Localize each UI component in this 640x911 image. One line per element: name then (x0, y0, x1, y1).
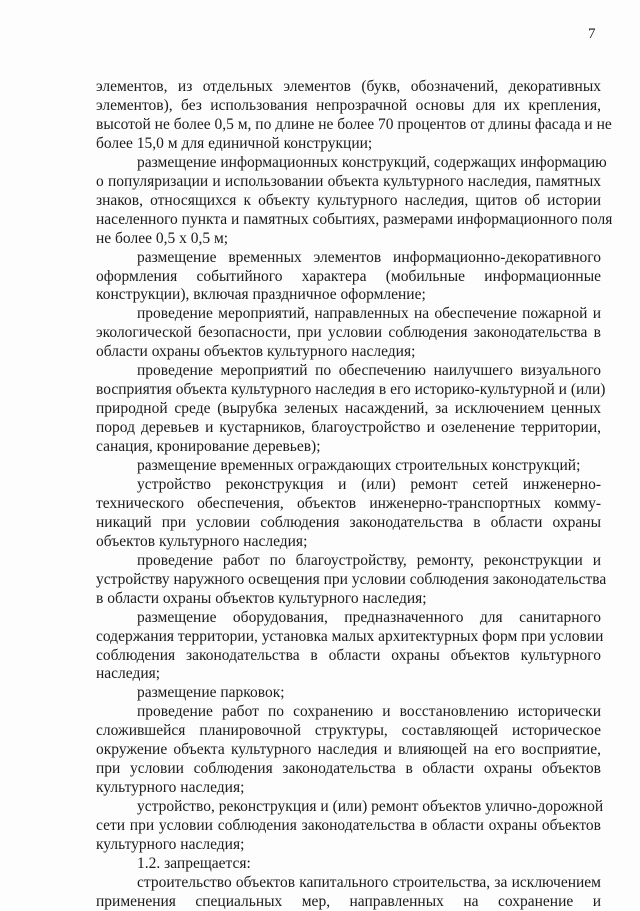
text-line: природной среде (вырубка зеленых насаждений, за исключением ценных (96, 400, 601, 418)
text-line: не более 0,5 х 0,5 м; (96, 229, 229, 247)
text-line: знаков, относящихся к объекту культурного наследия, щитов об истории (96, 191, 601, 209)
text-line: о популяризации и использовании объекта культурного наследия, памятных (96, 172, 601, 190)
text-line: объектов культурного наследия; (96, 532, 308, 550)
text-line: соблюдения законодательства в области охраны объектов культурного (96, 646, 601, 664)
text-line: устройство реконструкция и (или) ремонт сетей инженерно- (137, 475, 601, 493)
text-line: конструкции), включая праздничное оформление; (96, 286, 426, 304)
text-line: применения специальных мер, направленных на сохранение и (96, 892, 601, 910)
text-line: устройству наружного освещения при условии соблюдения законодательства (96, 570, 607, 588)
text-line: более 15,0 м для единичной конструкции; (96, 134, 373, 152)
text-line: оформления событийного характера (мобильные информационные (96, 267, 601, 285)
text-line: пород деревьев и кустарников, благоустройство и озеленение территории, (96, 419, 601, 437)
text-line: содержания территории, установка малых архитектурных форм при условии (96, 627, 604, 645)
text-line: проведение работ по сохранению и восстановлению исторически (137, 703, 601, 721)
text-line: никаций при условии соблюдения законодательства в области охраны (96, 513, 601, 531)
text-line: сложившейся планировочной структуры, составляющей историческое (96, 722, 601, 740)
text-line: в области охраны объектов культурного наследия; (96, 589, 427, 607)
text-line: культурного наследия; (96, 836, 245, 853)
text-line: размещение информационных конструкций, содержащих информацию (137, 153, 607, 171)
text-line: проведение мероприятий по обеспечению наилучшего визуального (137, 362, 601, 380)
text-line: размещение парковок; (137, 684, 285, 702)
text-line: наследия; (96, 665, 161, 683)
text-line: проведение мероприятий, направленных на обеспечение пожарной и (137, 305, 601, 323)
text-line: размещение временных ограждающих строительных конструкций; (137, 457, 581, 474)
text-line: 1.2. запрещается: (137, 854, 251, 872)
text-line: сети при условии соблюдения законодательства в области охраны объектов (96, 817, 601, 834)
text-line: элементов), без использования непрозрачной основы для их крепления, (96, 97, 601, 114)
text-line: населенного пункта и памятных событиях, размерами информационного поля (96, 210, 613, 228)
text-line: восприятия объекта культурного наследия в его историко-культурной и (или) (96, 381, 606, 399)
text-line: санация, кронирование деревьев); (96, 438, 321, 456)
text-line: элементов, из отдельных элементов (букв, обозначений, декоративных (96, 78, 601, 95)
text-line: технического обеспечения, объектов инженерно-транспортных комму- (96, 494, 601, 512)
text-line: устройство, реконструкция и (или) ремонт объектов улично-дорожной (137, 798, 604, 816)
text-line: проведение работ по благоустройству, ремонту, реконструкции и (137, 551, 601, 569)
text-line: размещение оборудования, предназначенного для санитарного (137, 608, 601, 626)
text-line: окружение объекта культурного наследия и влияющей на его восприятие, (96, 741, 601, 759)
text-line: экологической безопасности, при условии соблюдения законодательства в (96, 324, 601, 342)
text-line: строительство объектов капитального строительства, за исключением (137, 873, 601, 891)
text-line: размещение временных элементов информационно-декоративного (137, 248, 601, 266)
text-line: культурного наследия; (96, 779, 245, 797)
text-line: высотой не более 0,5 м, по длине не более 70 процентов от длины фасада и не (96, 115, 612, 133)
text-line: области охраны объектов культурного наследия; (96, 343, 416, 361)
text-line: при условии соблюдения законодательства в области охраны объектов (96, 760, 601, 778)
page-number: 7 (588, 26, 596, 42)
